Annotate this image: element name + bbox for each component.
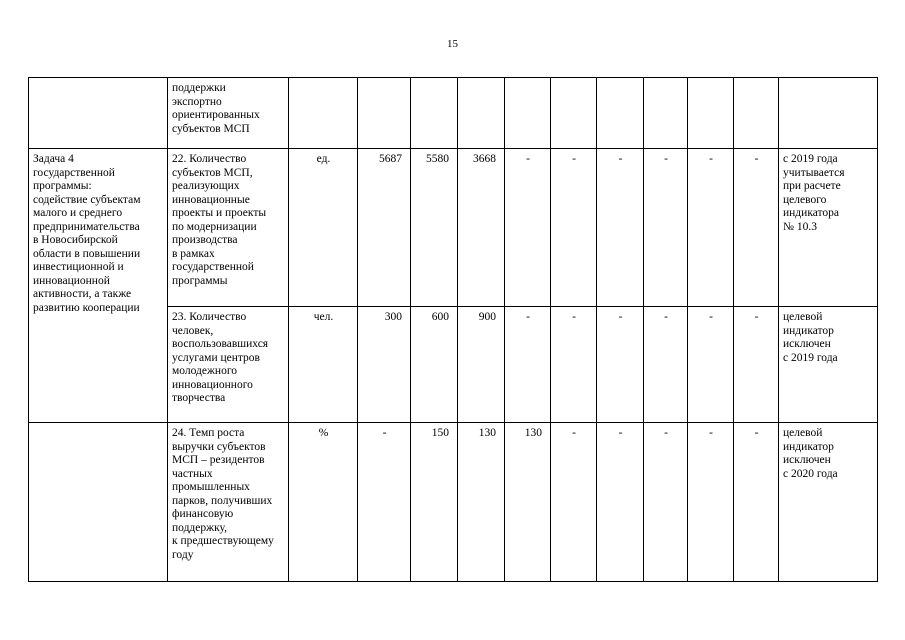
value-cell: 900 — [458, 307, 505, 423]
value-cell: - — [505, 149, 551, 307]
value-cell: 3668 — [458, 149, 505, 307]
value-cell: - — [644, 307, 688, 423]
value-cell: - — [734, 307, 779, 423]
value-cell: 130 — [458, 423, 505, 582]
unit-cell: ед. — [289, 149, 358, 307]
value-cell — [688, 78, 734, 149]
indicator-cell: 22. Количество субъектов МСП, реализующих инновационные проекты и проекты по модернизации производства в рамках государственной программы — [168, 149, 289, 307]
value-cell: - — [551, 423, 597, 582]
value-cell: 5687 — [358, 149, 411, 307]
note-cell — [779, 78, 878, 149]
note-cell: целевой индикатор исключен с 2019 года — [779, 307, 878, 423]
indicator-cell: поддержки экспортно ориентированных субъектов МСП — [168, 78, 289, 149]
value-cell: 600 — [411, 307, 458, 423]
value-cell: - — [551, 149, 597, 307]
value-cell: - — [688, 423, 734, 582]
task-cell: Задача 4 государственной программы: содействие субъектам малого и среднего предпринимательства в Новосибирской области в повышении инвестиционной и инновационной активности, а также развитию кооперации — [29, 149, 168, 423]
note-cell: с 2019 года учитывается при расчете целевого индикатора № 10.3 — [779, 149, 878, 307]
value-cell: - — [688, 149, 734, 307]
value-cell: - — [734, 149, 779, 307]
page-number: 15 — [447, 38, 458, 50]
value-cell: - — [688, 307, 734, 423]
value-cell: - — [551, 307, 597, 423]
value-cell — [458, 78, 505, 149]
value-cell — [411, 78, 458, 149]
value-cell: - — [597, 307, 644, 423]
unit-cell: чел. — [289, 307, 358, 423]
value-cell — [644, 78, 688, 149]
value-cell — [358, 78, 411, 149]
note-cell: целевой индикатор исключен с 2020 года — [779, 423, 878, 582]
value-cell: - — [644, 423, 688, 582]
value-cell: - — [505, 307, 551, 423]
value-cell: - — [358, 423, 411, 582]
unit-cell — [289, 78, 358, 149]
value-cell: - — [644, 149, 688, 307]
value-cell — [734, 78, 779, 149]
table-row — [29, 78, 878, 149]
value-cell — [505, 78, 551, 149]
value-cell: - — [597, 423, 644, 582]
value-cell: 300 — [358, 307, 411, 423]
task-cell-empty — [29, 78, 168, 149]
value-cell — [551, 78, 597, 149]
indicators-table — [28, 77, 878, 582]
value-cell: 5580 — [411, 149, 458, 307]
task-cell-empty — [29, 423, 168, 582]
table-row — [29, 423, 878, 582]
unit-cell: % — [289, 423, 358, 582]
value-cell: - — [597, 149, 644, 307]
table-row — [29, 149, 878, 307]
value-cell: 150 — [411, 423, 458, 582]
value-cell: - — [734, 423, 779, 582]
value-cell: 130 — [505, 423, 551, 582]
indicator-cell: 23. Количество человек, воспользовавшихся услугами центров молодежного инновационного творчества — [168, 307, 289, 423]
indicator-cell: 24. Темп роста выручки субъектов МСП – резидентов частных промышленных парков, получивших финансовую поддержку, к предшествующему году — [168, 423, 289, 582]
value-cell — [597, 78, 644, 149]
